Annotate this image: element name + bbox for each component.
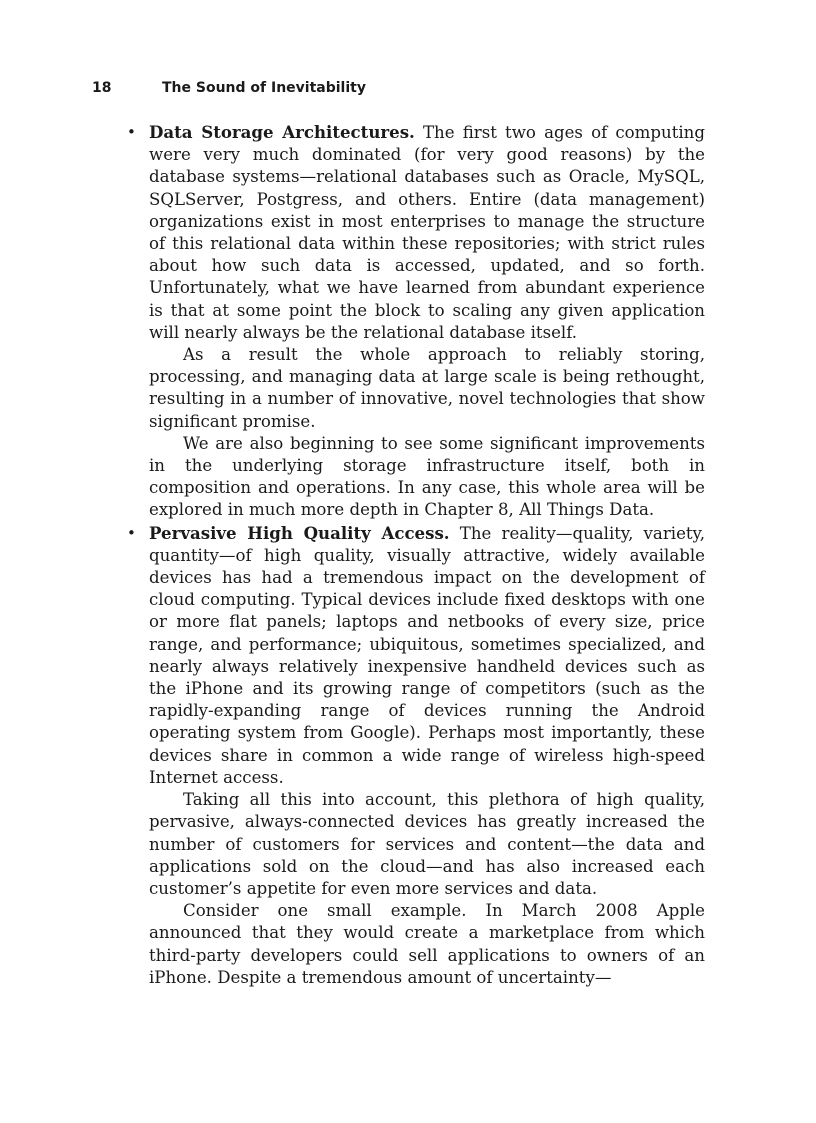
bullet-heading: Pervasive High Quality Access. bbox=[149, 522, 450, 543]
paragraph: As a result the whole approach to reliably storing, processing, and managing data at large scale is being rethought, resulting in a number of innovative, novel technologies that show significant promise. bbox=[149, 345, 705, 431]
bullet-item-data-storage bbox=[127, 121, 705, 522]
body-text bbox=[127, 121, 706, 989]
paragraph bbox=[149, 522, 705, 789]
chapter-title: The Sound of Inevitability bbox=[162, 80, 366, 96]
paragraph bbox=[149, 121, 705, 344]
paragraph: We are also beginning to see some significant improvements in the underlying storage infrastructure itself, both in composition and operations. In any case, this whole area will be explored in much more depth in Chapter 8, All Things Data. bbox=[149, 433, 705, 520]
running-head bbox=[92, 78, 712, 98]
page-number: 18 bbox=[92, 80, 112, 96]
paragraph: Consider one small example. In March 2008 Apple announced that they would create a marketplace from which third-party developers could sell applications to owners of an iPhone. Despite a tremendous amount of uncertainty— bbox=[149, 901, 705, 987]
paragraph-text: The reality—quality, variety, quantity—of high quality, visually attractive, widely available devices has had a tremendous impact on the development of cloud computing. Typical devices include fixed desktops with one or more flat panels; laptops and netbooks of every size, price range, and performance; ubiquitous, sometimes specialized, and nearly always relatively inexpensive handheld devices such as the iPhone and its growing range of competitors (such as the rapidly-expanding range of devices running the Android operating system from Google). Perhaps most importantly, these devices share in common a wide range of wireless high-speed Internet access. bbox=[149, 523, 706, 787]
paragraph: Taking all this into account, this plethora of high quality, pervasive, always-connected devices has greatly increased the number of customers for services and content—the data and applications sold on the cloud—and has also increased each customer’s appetite for even more services and data. bbox=[149, 790, 705, 898]
bullet-item-pervasive-access bbox=[127, 522, 706, 989]
paragraph-text: The first two ages of computing were very much dominated (for very good reasons) by the database systems—relational databases such as Oracle, MySQL, SQLServer, Postgress, and others. Entire (data management) organizations exist in most enterprises to manage the structure of this relational data within these repositories; with strict rules about how such data is accessed, updated, and so forth. Unfortunately, what we have learned from abundant experience is that at some point the block to scaling any given application will nearly always be the relational database itself. bbox=[149, 123, 705, 342]
bullet-icon: • bbox=[127, 123, 136, 141]
bullet-icon: • bbox=[127, 523, 136, 542]
bullet-heading: Data Storage Architectures. bbox=[149, 122, 415, 142]
